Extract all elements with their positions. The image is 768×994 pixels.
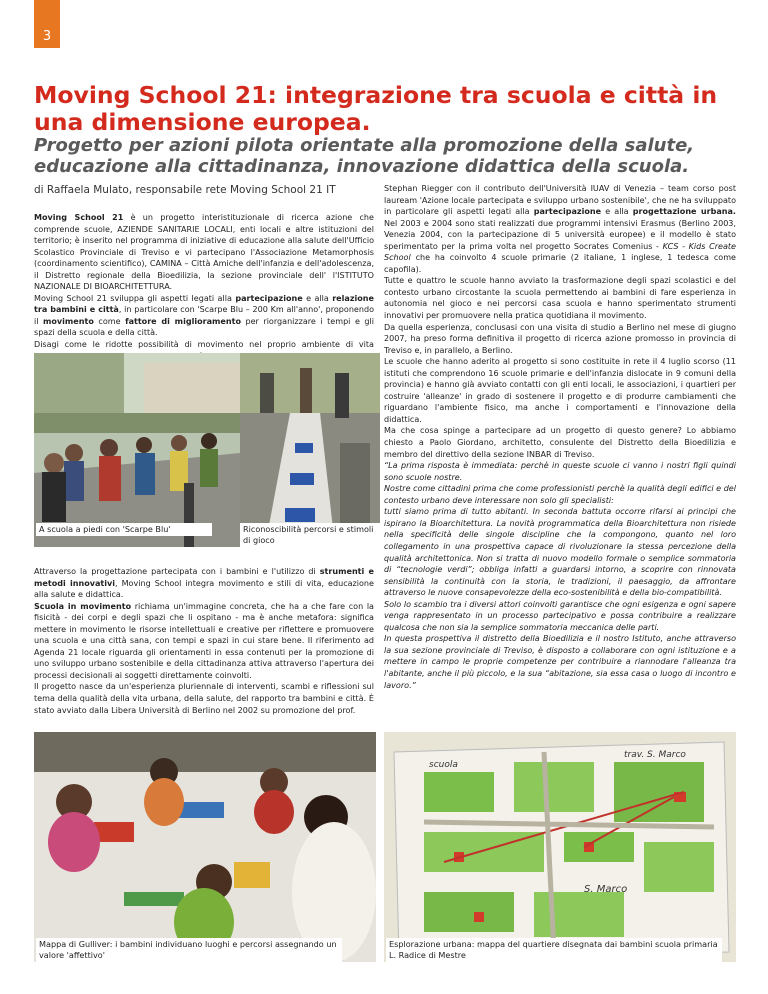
- article-subtitle: Progetto per azioni pilota orientate alla promozione della salute, educazione alla cittadinanza, innovazione didattica della scuola.: [34, 135, 695, 177]
- paragraph: Ma che cosa spinge a partecipare ad un progetto di questo genere? Lo abbiamo chiesto a Paolo Giordano, architetto, consulente del Distretto della Bioedilizia e membro del direttivo della sezione INBAR di Treviso.: [384, 426, 736, 459]
- quote-paragraph: tutti siamo prima di tutto abitanti. In seconda battuta occorre rifarsi ai principi che ispirano la Bioarchitettura. La novità programmatica della Bioarchitettura non risiede nella specificità delle singole discipline che la compongono, quanto nel loro collegamento in una prospettiva capace di rivoluzionare la stessa percezione della qualità architettonica. Non si tratta di nuovo modello formale o semplice sommatoria di “tecnologie verdi”; obbliga infatti a guardarsi intorno, a scoprire con rinnovata sensibilità la continuità con la storia, le tradizioni, il paesaggio, da affrontare attraverso le nuove consapevolezze della eco-sostenibilità e della bio-compatibilità.: [384, 507, 736, 598]
- byline: di Raffaela Mulato, responsabile rete Moving School 21 IT: [34, 184, 336, 196]
- paragraph: Da quella esperienza, conclusasi con una visita di studio a Berlino nel mese di giugno 2007, ha preso forma definitiva il progetto di ricerca azione promosso in provincia di Treviso e, in parallelo, a Berlino.: [384, 322, 736, 355]
- photo-painted-path: [240, 353, 380, 547]
- gulliver-map-image: [34, 732, 376, 962]
- caption-photo-2: Riconoscibilità percorsi e stimoli di gioco: [240, 523, 386, 547]
- paragraph: Scuola in movimento richiama un'immagine concreta, che ha a che fare con la fisicità - dei corpi e degli spazi che li ospitano - ma è anche metafora: significa mettere in movimento le risorse intellettuali e creative per riflettere e promuovere una scuola e una città sana, con tempi e spazi in cui stare bene. Il riferimento ad Agenda 21 locale riguarda gli orientamenti in essa contenuti per la promozione di uno sviluppo urbano sostenibile e della cittadinanza attiva attraverso l'apertura dei processi decisionali ai soggetti direttamente coinvolti.: [34, 601, 374, 680]
- paragraph: Attraverso la progettazione partecipata con i bambini e l'utilizzo di strumenti e metodi innovativi, Moving School integra movimento e stili di vita, educazione alla salute e didattica.: [34, 567, 374, 600]
- photo-neighbourhood-map: [384, 732, 736, 962]
- caption-photo-4: Esplorazione urbana: mappa del quartiere disegnata dai bambini scuola primaria L. Radice di Mestre: [386, 938, 722, 962]
- page-number-tab: [34, 0, 60, 48]
- map-label-c: trav. S. Marco: [624, 750, 686, 760]
- photo-children-walking: [34, 353, 240, 547]
- map-label-a: scuola: [429, 760, 458, 770]
- paragraph: Disagi come le ridotte possibilità di movimento nel proprio ambiente di vita: [34, 340, 374, 350]
- painted-path-image: [240, 353, 380, 547]
- neighbourhood-map-image: [384, 732, 736, 962]
- left-column-bottom: [34, 566, 374, 716]
- paragraph: Moving School 21 sviluppa gli aspetti legati alla partecipazione e alla relazione tra bambini e città, in particolare con 'Scarpe Blu – 200 Km all'anno', proponendo il movimento come fattore di miglioramento per riorganizzare i tempi e gli spazi della scuola e della città.: [34, 293, 375, 338]
- map-label-b: S. Marco: [584, 884, 628, 895]
- quote-paragraph: Nostre come cittadini prima che come professionisti perchè la qualità degli edifici e del contesto urbano deve interessare non solo gli specialisti:: [384, 484, 736, 505]
- paragraph: Le scuole che hanno aderito al progetto si sono costituite in rete il 4 luglio scorso (11 istituti che comprendono 16 scuole primarie e dell'infanzia dislocate in 9 comuni della provincia) e hanno già avviato contatti con gli enti locali, le associazioni, i quartieri per costruire 'alleanze' in grado di sostenere il progetto e di produrre cambiamenti che riguardano l'ambiente fisico, ma anche i comportamenti e l'innovazione della didattica.: [384, 357, 736, 424]
- paragraph: Tutte e quattro le scuole hanno avviato la trasformazione degli spazi scolastici e del contesto urbano circostante la scuola permettendo ai bambini di fare esperienza in autonomia nel gioco e nei percorsi casa scuola e hanno sperimentato strumenti innovativi per promuovere nella pratica quotidiana il movimento.: [384, 276, 736, 321]
- page-number: 3: [42, 29, 52, 44]
- paragraph: Il progetto nasce da un'esperienza pluriennale di interventi, scambi e riflessioni sul tema della qualità della vita urbana, della salute, del rapporto tra bambini e città. È stato avviato dalla Libera Università di Berlino nel 2002 su promozione del prof.: [34, 682, 374, 715]
- caption-photo-1: A scuola a piedi con 'Scarpe Blu': [36, 523, 212, 536]
- quote-paragraph: In questa prospettiva il distretto della Bioedilizia e il nostro Istituto, anche attraverso la sua sezione provinciale di Treviso, è disposto a collaborare con ogni istituzione e a mettere in campo le proprie competenze per contribuire a riannodare l'alleanza tra l'abitante, anche il più piccolo, e la sua “abitazione, sia essa casa o luogo di incontro e lavoro.”: [384, 634, 736, 690]
- quote-paragraph: “La prima risposta è immediata: perchè in queste scuole ci vanno i nostri figli quindi sono scuole nostre.: [384, 461, 736, 482]
- photo-gulliver-map: [34, 732, 376, 962]
- quote-paragraph: Solo lo scambio tra i diversi attori coinvolti garantisce che ogni esigenza e ogni sapere venga rappresentato in un processo partecipativo e possa contribuire a realizzare qualcosa che non sia la semplice sommatoria meccanica delle parti.: [384, 599, 736, 632]
- paragraph: Stephan Riegger con il contributo dell'Università IUAV di Venezia – team corso post lauream 'Azione locale partecipata e sviluppo urbano sostenibile', che ne ha sviluppato in particolare gli aspetti legati alla partecipazione e alla progettazione urbana. Nel 2003 e 2004 sono stati realizzati due programmi intensivi Erasmus (Berlino 2003, Venezia 2004, con la partecipazione di 5 università europee) e il modello è stato sperimentato per la prima volta nel progetto Socrates Comenius - KCS - Kids Create School che ha coinvolto 4 scuole primarie (2 italiane, 1 inglese, 1 tedesca come capofila).: [384, 184, 736, 274]
- caption-photo-3: Mappa di Gulliver: i bambini individuano luoghi e percorsi assegnando un valore 'affettivo': [36, 938, 342, 962]
- article-title: Moving School 21: integrazione tra scuola e città in una dimensione europea.: [34, 81, 718, 136]
- paragraph: Moving School 21 è un progetto interistituzionale di ricerca azione che comprende scuole, AZIENDE SANITARIE LOCALI, enti locali e altre istituzioni del territorio; è inserito nel programma di iniziative di educazione alla salute dell'Ufficio Scolastico Provinciale di Treviso e vi partecipano l'Associazione Metamorphosis (coordinamento scientifico), CAMINA – Città Amiche dell'infanzia e dell'adolescenza, il Distretto regionale della Bioedilizia, la sezione provinciale dell' l'ISTITUTO NAZIONALE DI BIOARCHITETTURA.: [34, 213, 374, 292]
- right-column: [384, 183, 736, 691]
- children-walking-image: [34, 353, 240, 547]
